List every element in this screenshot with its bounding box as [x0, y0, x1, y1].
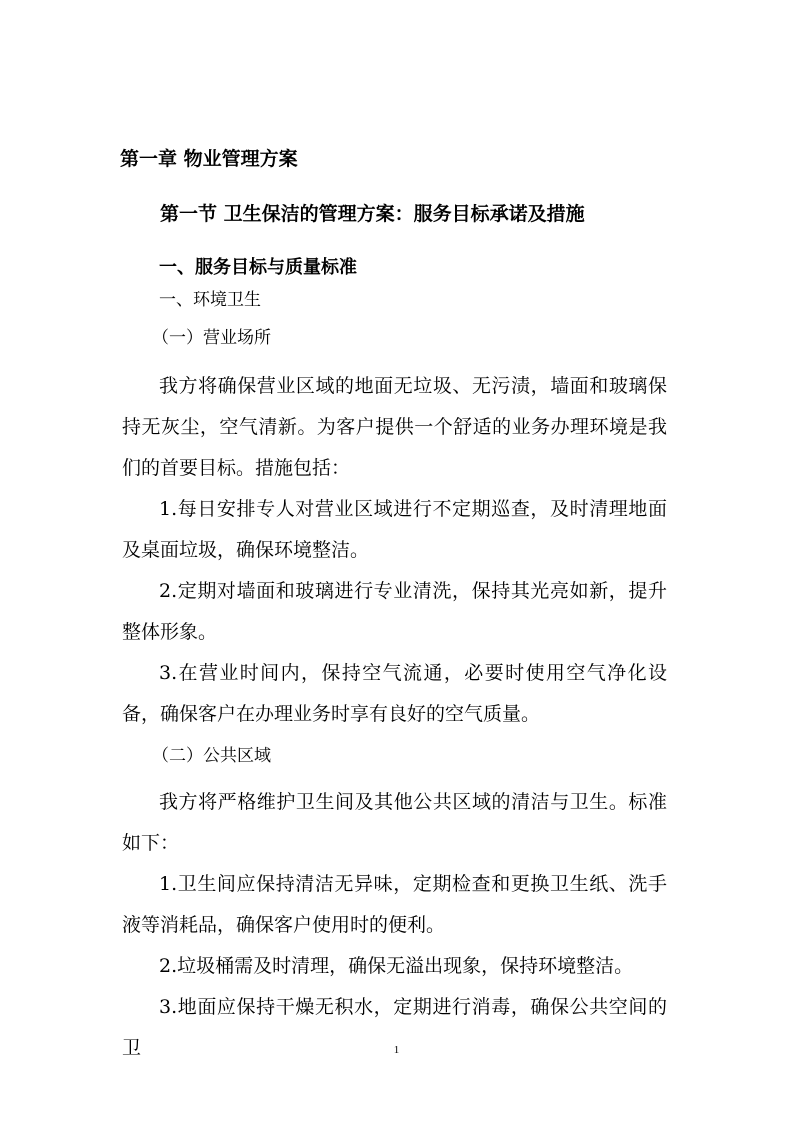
- public-item-2: 2.垃圾桶需及时清理，确保无溢出现象，保持环境整洁。: [159, 955, 634, 977]
- business-intro-paragraph: 我方将确保营业区域的地面无垃圾、无污渍，墙面和玻璃保持无灰尘，空气清新。为客户提供一个舒适的业务办理环境是我们的首要目标。措施包括：: [122, 375, 667, 479]
- public-intro-paragraph: 我方将严格维护卫生间及其他公共区域的清洁与卫生。标准如下：: [122, 791, 667, 854]
- public-area-heading: （二）公共区域: [152, 746, 271, 766]
- business-item-1: 1.每日安排专人对营业区域进行不定期巡查，及时清理地面及桌面垃圾，确保环境整洁。: [122, 498, 667, 561]
- environment-heading: 一、环境卫生: [159, 290, 261, 310]
- subsection-title: 一、服务目标与质量标准: [159, 257, 357, 278]
- chapter-title: 第一章 物业管理方案: [120, 148, 298, 170]
- page-number: 1: [393, 1044, 400, 1056]
- public-item-1: 1.卫生间应保持清洁无异味，定期检查和更换卫生纸、洗手液等消耗品，确保客户使用时的便利。: [122, 873, 667, 936]
- business-item-3: 3.在营业时间内，保持空气流通，必要时使用空气净化设备，确保客户在办理业务时享有良好的空气质量。: [122, 662, 667, 725]
- public-item-3: 3.地面应保持干燥无积水，定期进行消毒，确保公共空间的卫: [122, 996, 667, 1059]
- business-area-heading: （一）营业场所: [152, 328, 271, 348]
- section-title: 第一节 卫生保洁的管理方案：服务目标承诺及措施: [160, 203, 585, 225]
- business-item-2: 2.定期对墙面和玻璃进行专业清洗，保持其光亮如新，提升整体形象。: [122, 580, 667, 643]
